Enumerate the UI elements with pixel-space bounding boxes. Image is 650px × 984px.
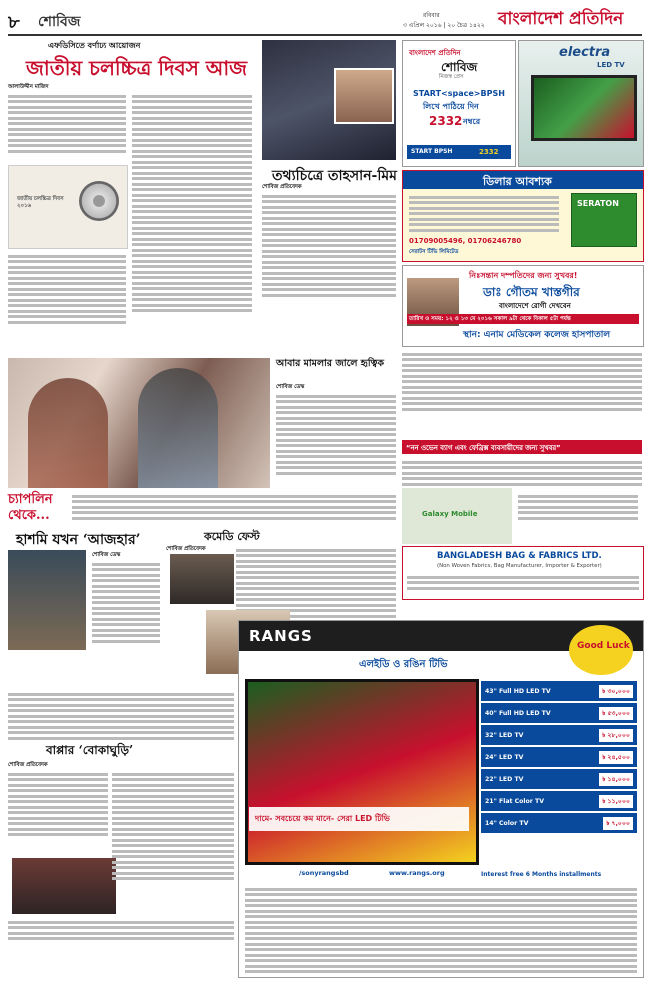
price-row-price: ৳ ৭,০০০ [603, 817, 633, 830]
bag-ad-note [518, 492, 638, 522]
mamla-headline: আবার মামলার জালে হৃত্বিক [276, 358, 385, 369]
rangs-price-table [481, 681, 637, 835]
film-day-logo [8, 165, 128, 249]
tahsan-photo-inset [334, 68, 394, 124]
showbiz-ad-logo: বাংলাদেশ প্রতিদিন [409, 49, 461, 57]
electra-product: LED TV [597, 61, 625, 69]
doctor-schedule-text: তারিখ ও সময়: ১২ ও ১৩ মে ২০১৬ সকাল ৯টা থেকে বিকাল ৫টা পর্যন্ত [409, 316, 571, 322]
masthead-rule [8, 34, 642, 36]
chaplin-label: চ্যাপলিন থেকে... [8, 492, 53, 523]
rangs-price-banner: দামে- সবচেয়ে কম মানে- সেরা LED টিভি [255, 814, 390, 823]
bappa-body-3 [8, 918, 234, 943]
bag-ad [402, 440, 642, 600]
showbiz-ad-subtitle: নিজস্ব প্রেস [439, 74, 464, 80]
hashmi-byline: শোবিজ ডেস্ক [92, 552, 121, 558]
comedy-headline: কমেডি ফেস্ট [204, 530, 260, 543]
price-row-item: 22" LED TV [485, 775, 524, 783]
bappa-byline: শোবিজ প্রতিবেদক [8, 762, 48, 768]
price-row-item: 24" LED TV [485, 753, 524, 761]
price-row-item: 21" Flat Color TV [485, 797, 545, 805]
price-row [481, 725, 637, 745]
price-row-price: ৳ ১১,০০০ [599, 795, 633, 808]
price-row [481, 747, 637, 767]
bag-ad-image [402, 488, 512, 544]
bag-ad-body [402, 458, 642, 488]
hashmi-headline: হাশমি যখন ‘আজহার’ [16, 532, 141, 548]
doctor-ad [402, 265, 644, 347]
price-row [481, 769, 637, 789]
price-row-price: ৳ ৫৩,০০০ [599, 707, 633, 720]
rangs-promo: Good Luck [577, 641, 630, 651]
price-row-price: ৳ ২৮,০০০ [599, 729, 633, 742]
electra-ad [518, 40, 644, 167]
rangs-tv-image [245, 679, 479, 865]
showbiz-ad-sms-line1: START<space>BPSH [413, 89, 505, 98]
photo-figure-left [28, 378, 108, 488]
showbiz-ad-footer [407, 145, 511, 159]
bag-ad-banner [402, 440, 642, 454]
section-name: শোবিজ [38, 14, 81, 30]
hritik-photo [8, 358, 270, 488]
showbiz-ad-title: শোবিজ [441, 60, 478, 74]
showbiz-ad-number: 2332 [429, 114, 463, 128]
bappa-photo [12, 858, 116, 914]
doctor-schedule [407, 314, 639, 324]
serator-box [571, 193, 637, 247]
price-row [481, 681, 637, 701]
serator-brand: SERATON [577, 199, 619, 208]
rangs-promo-badge [569, 625, 633, 675]
rangs-ad [238, 620, 644, 978]
price-row-item: 43" Full HD LED TV [485, 687, 551, 695]
doctor-subtitle: বাংলাদেশে রোগী দেখবেন [499, 302, 571, 310]
doctor-name: ডাঃ গৌতম খাস্তগীর [483, 285, 580, 299]
rangs-showrooms [245, 885, 637, 976]
rangs-facebook: /sonyrangsbd [299, 869, 349, 877]
mamla-body [276, 392, 396, 477]
price-row [481, 791, 637, 811]
showbiz-sms-ad [402, 40, 516, 167]
comedy-photo [170, 554, 234, 604]
price-row [481, 813, 637, 833]
rangs-tagline: এলইডি ও রঙিন টিভি [359, 659, 448, 670]
tahsan-headline: তথ্যচিত্রে তাহসান-মিম [272, 168, 397, 184]
tahsan-photo [262, 40, 396, 160]
price-row-price: ৳ ১৪,০০০ [599, 773, 633, 786]
mamla-byline: শোবিজ ডেস্ক [276, 384, 305, 390]
showbiz-ad-sms-line2: লিখে পাঠিয়ে দিন [423, 102, 479, 111]
main-body-3 [132, 92, 252, 315]
rangs-price-banner-box [249, 807, 469, 831]
price-row-item: 40" Full HD LED TV [485, 709, 551, 717]
showbiz-ad-footer-number: 2332 [479, 148, 499, 156]
electra-brand: electra [559, 45, 611, 60]
price-row-item: 32" LED TV [485, 731, 524, 739]
dealer-ad [402, 170, 644, 262]
doctor-venue: স্থান: এনাম মেডিকেল কলেজ হাসপাতাল [463, 330, 611, 340]
hashmi-body-2 [8, 690, 234, 742]
price-row-price: ৳ ৩০,০০০ [599, 685, 633, 698]
bag-ad-banner-text: “নন ওভেন ব্যাগ এবং ফেব্রিক্স ব্যবসায়ীদের জন্য সুখবর” [406, 444, 561, 452]
dealer-ad-company: সেরাটন টিভি লিমিটেড [409, 249, 459, 255]
bag-ad-contact [407, 573, 639, 592]
chaplin-body [72, 492, 396, 522]
hashmi-body [92, 560, 160, 645]
showbiz-ad-sms-line3: নম্বরে [463, 117, 481, 126]
doctor-ad-tagline: নিঃসন্তান দম্পতিদের জন্য সুখবর! [469, 271, 578, 280]
main-byline: আলাউদ্দীন মাজিদ [8, 84, 49, 90]
showbiz-ad-footer-text: START BPSH [411, 148, 453, 155]
film-day-logo-text: জাতীয় চলচ্চিত্র দিবস ২০১৬ [17, 196, 64, 209]
bappa-body [8, 770, 108, 839]
masthead-day: রবিবার [423, 12, 440, 19]
hashmi-photo [8, 550, 86, 650]
bag-ad-company-box [402, 546, 644, 600]
tahsan-byline: শোবিজ প্রতিবেদক [262, 184, 302, 190]
electra-tv-image [531, 75, 637, 141]
photo-figure-right [138, 368, 218, 488]
bag-ad-bag-label: Galaxy Mobile [422, 510, 478, 518]
bappa-headline: বাপ্পার ‘বোকাঘুড়ি’ [46, 743, 134, 757]
rangs-installments: Interest free 6 Months installments [481, 871, 602, 878]
film-reel-icon [79, 181, 119, 221]
dealer-ad-body [409, 193, 559, 234]
page-number: ৮ [8, 12, 20, 33]
paper-name: বাংলাদেশ প্রতিদিন [498, 9, 624, 29]
dealer-ad-title: ডিলার আবশ্যক [483, 175, 552, 188]
main-kicker: এফডিসিতে বর্ণাঢ্য আয়োজন [48, 41, 141, 50]
main-body [8, 92, 126, 155]
main-body-2 [8, 252, 126, 326]
price-row-item: 14" Color TV [485, 819, 529, 827]
main-headline: জাতীয় চলচ্চিত্র দিবস আজ [26, 56, 248, 80]
dealer-ad-banner [403, 171, 643, 189]
comedy-byline: শোবিজ প্রতিবেদক [166, 546, 206, 552]
price-row-price: ৳ ২৪,৫০০ [599, 751, 633, 764]
masthead [8, 6, 642, 34]
price-row [481, 703, 637, 723]
doctor-ad-fineprint [402, 350, 642, 413]
bag-ad-company-sub: (Non Woven Fabrics, Bag Manufacturer, Importer & Exporter) [437, 563, 602, 569]
masthead-date: ৩ এপ্রিল ২০১৬ | ২০ চৈত্র ১৪২২ [403, 22, 485, 29]
bappa-body-2 [112, 770, 234, 883]
rangs-brand: RANGS [249, 627, 313, 645]
main-story [8, 40, 256, 355]
rangs-website: www.rangs.org [389, 869, 445, 877]
bag-ad-company: BANGLADESH BAG & FABRICS LTD. [437, 551, 602, 561]
dealer-ad-phones: 01709005496, 01706246780 [409, 237, 522, 245]
tahsan-body [262, 192, 396, 299]
